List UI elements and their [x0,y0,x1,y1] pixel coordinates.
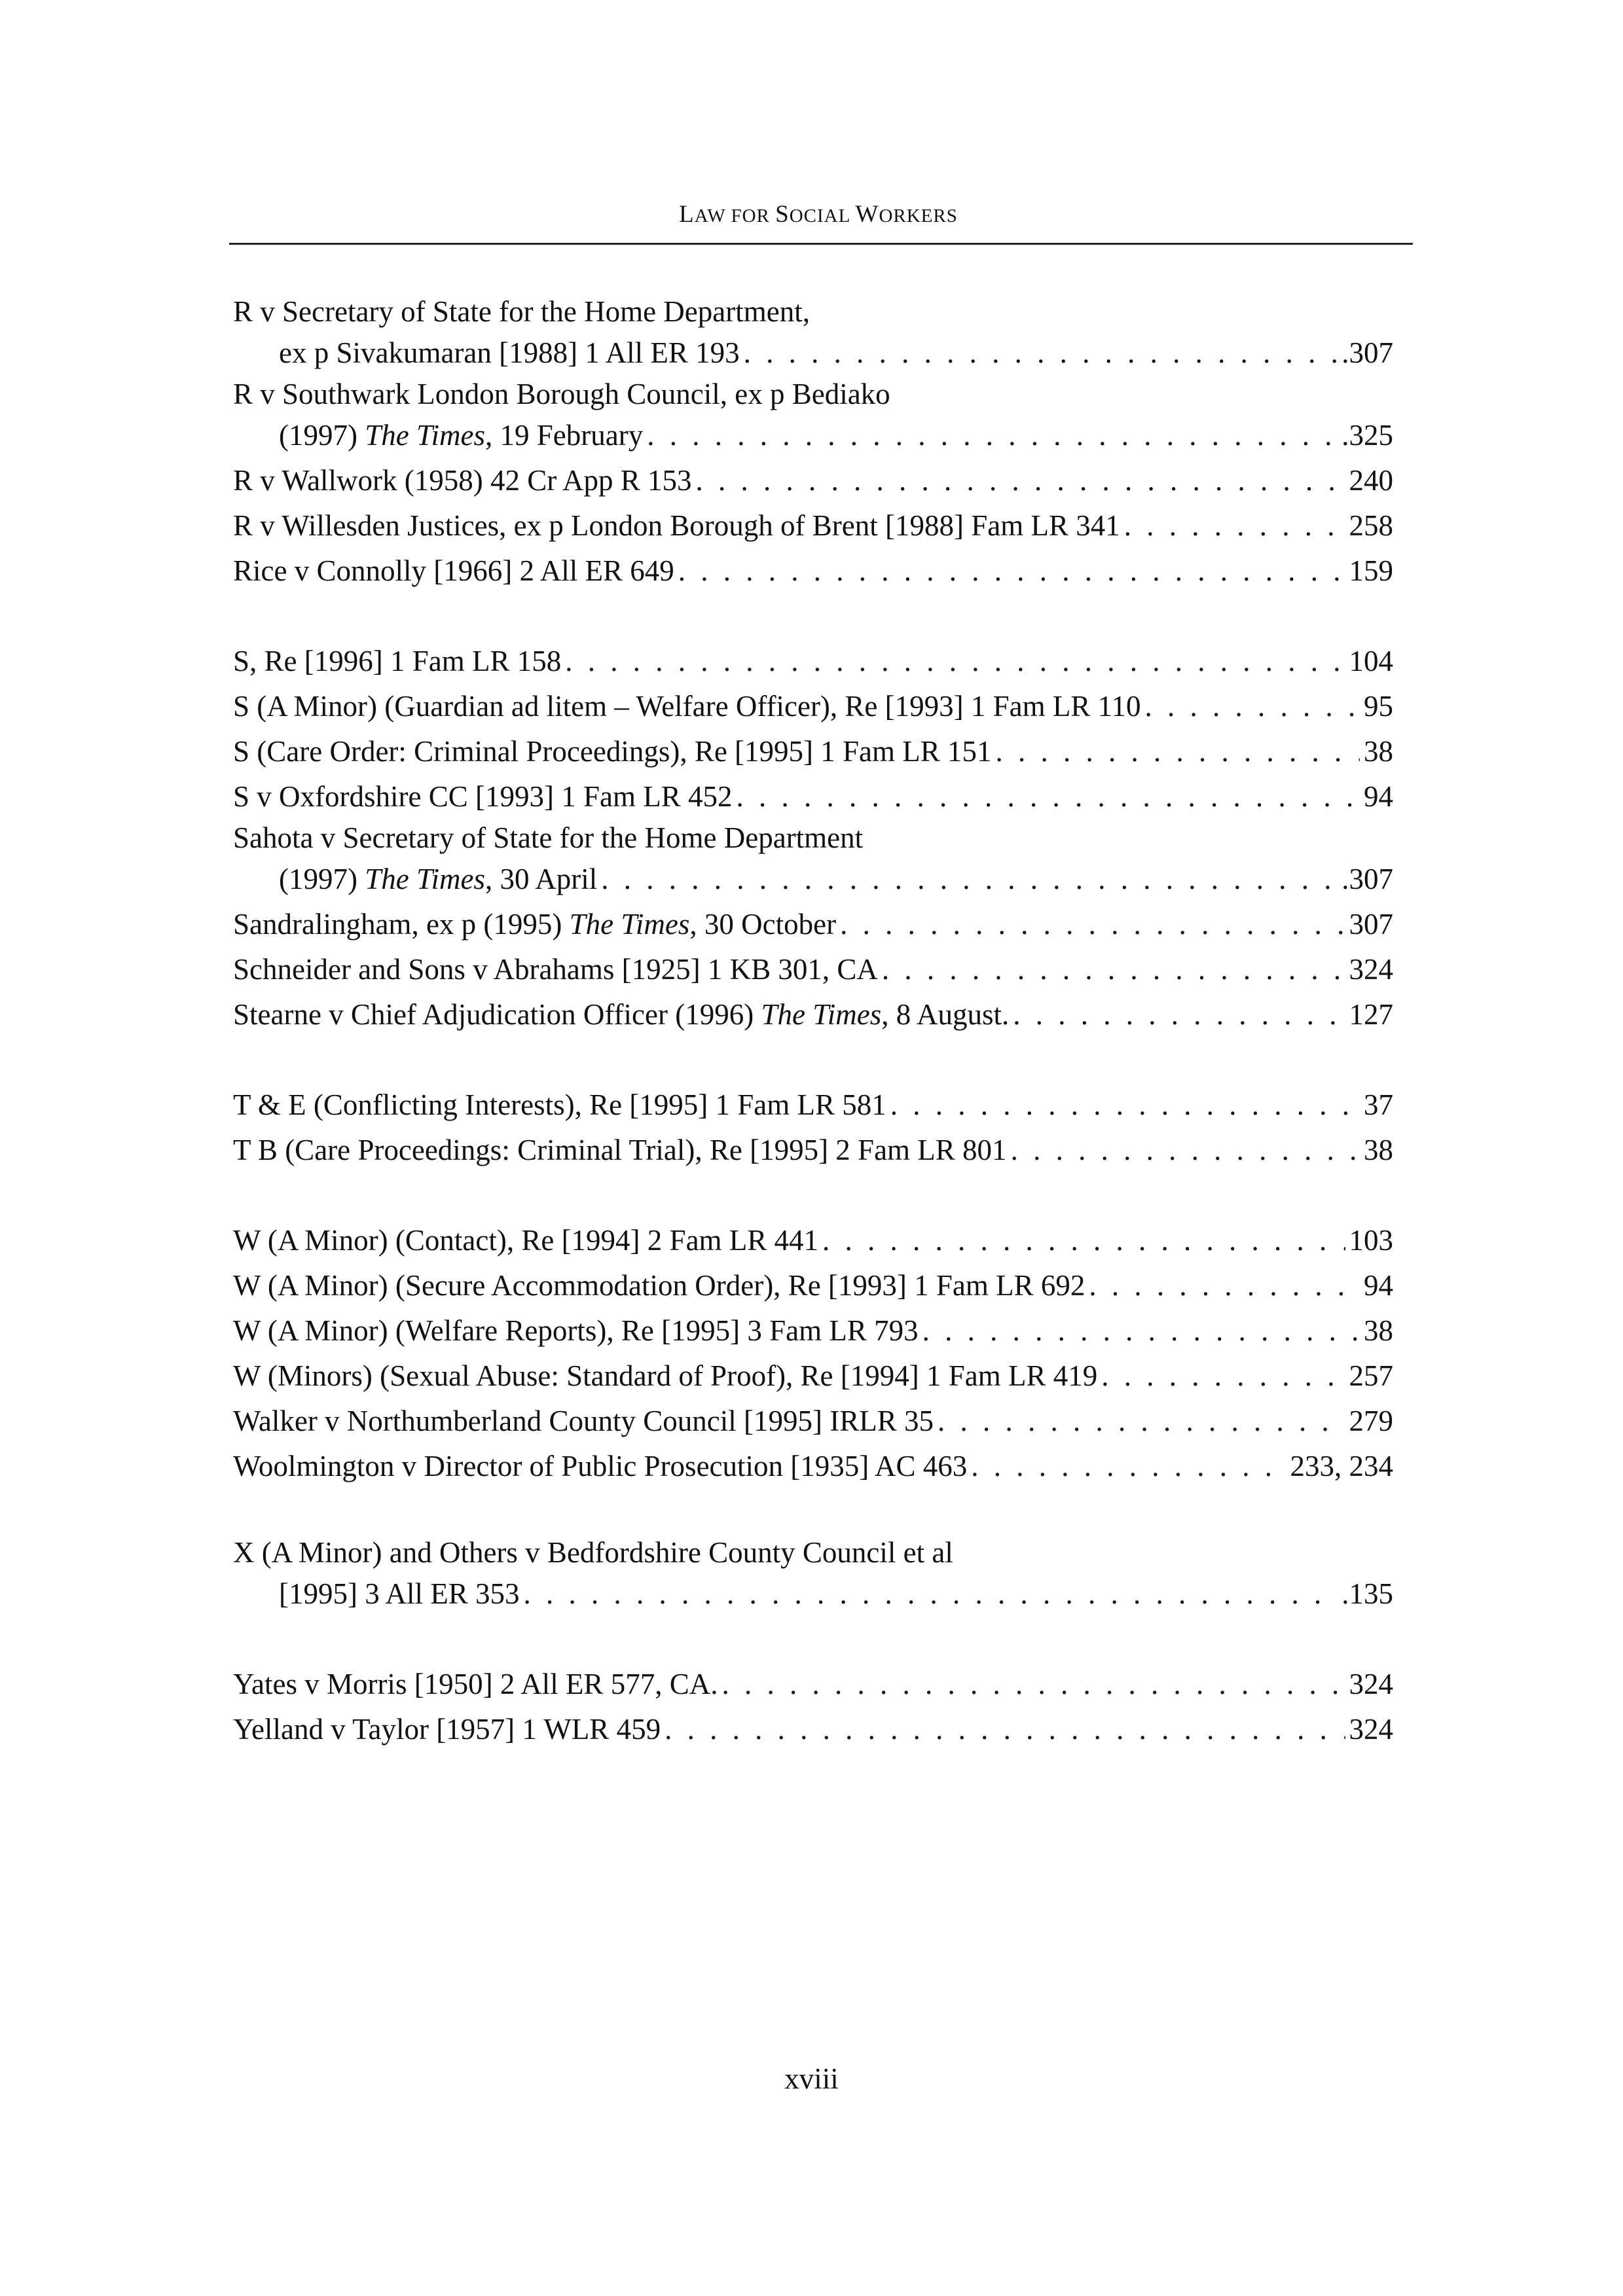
case-name [233,1128,1007,1173]
case-entry [233,992,1393,1037]
header-rule [229,243,1413,245]
case-entry [233,947,1393,992]
dot-leader [665,1707,1345,1752]
case-name [233,1263,1085,1308]
case-line [233,458,1393,503]
case-line [233,1354,1393,1399]
case-group [233,1534,1393,1617]
case-line [233,1444,1393,1489]
case-text: , 8 August. [881,998,1010,1031]
case-line [233,1399,1393,1444]
case-entry [233,774,1393,819]
running-header [229,200,1408,228]
dot-leader [1011,1128,1360,1173]
page-reference: 127 [1349,998,1393,1031]
case-line [233,1263,1393,1308]
case-text: S v Oxfordshire CC [1993] 1 Fam LR 452 [233,780,733,813]
case-group [233,639,1393,1037]
dot-leader [882,947,1345,992]
dot-leader [647,413,1338,458]
dot-leader [736,774,1360,819]
case-entry [233,548,1393,594]
page-reference: 104 [1349,645,1393,677]
page-reference: 233, 234 [1290,1450,1393,1482]
page-reference: .307 [1341,863,1393,895]
header-initial-s: S [775,201,790,228]
case-name [233,458,692,503]
case-line [233,992,1393,1037]
case-group [233,1662,1393,1752]
case-group [233,1218,1393,1489]
citation-text: , 19 February [485,419,644,452]
case-group [233,293,1393,594]
page-reference: .325 [1341,419,1393,452]
dot-leader [601,857,1338,902]
case-entry [233,1707,1393,1752]
case-citation-line [233,1571,1393,1617]
case-line [233,548,1393,594]
page-reference: 37 [1364,1088,1393,1121]
case-line [233,774,1393,819]
case-name [233,947,878,992]
page-reference: 38 [1364,735,1393,768]
case-entry [233,1308,1393,1354]
case-entry [233,1128,1393,1173]
page-reference: 103 [1349,1224,1393,1257]
case-citation-line [233,857,1393,902]
case-text: W (Minors) (Sexual Abuse: Standard of Proof), Re [1994] 1 Fam LR 419 [233,1359,1098,1392]
dot-leader [1124,503,1345,548]
header-text-ocial: OCIAL [789,206,856,226]
case-line [233,1707,1393,1752]
case-text: Schneider and Sons v Abrahams [1925] 1 KB 301, CA [233,953,878,986]
case-entry [233,684,1393,729]
page-reference: 258 [1349,509,1393,542]
case-line [233,947,1393,992]
dot-leader [696,458,1345,503]
dot-leader [744,331,1338,376]
case-text: T & E (Conflicting Interests), Re [1995] 1 Fam LR 581 [233,1088,886,1121]
case-text: Rice v Connolly [1966] 2 All ER 649 [233,554,674,587]
case-text: W (A Minor) (Welfare Reports), Re [1995] 3 Fam LR 793 [233,1314,919,1347]
citation-italic: The Times [365,419,486,452]
case-entry [233,729,1393,774]
header-text-aw-for: AW FOR [694,206,776,226]
dot-leader [938,1399,1345,1444]
case-text: W (A Minor) (Secure Accommodation Order), Re [1993] 1 Fam LR 692 [233,1269,1085,1302]
case-italic: The Times [761,998,882,1031]
dot-leader [721,1662,1345,1707]
case-name [233,1444,967,1489]
case-name [233,902,836,947]
case-text: R v Willesden Justices, ex p London Borough of Brent [1988] Fam LR 341 [233,509,1120,542]
case-entry [233,902,1393,947]
case-name [233,1399,934,1444]
dot-leader [1144,684,1360,729]
case-name [233,548,674,594]
case-entry [233,1662,1393,1707]
case-name [233,1354,1097,1399]
case-text: W (A Minor) (Contact), Re [1994] 2 Fam LR 441 [233,1224,819,1257]
citation-text: (1997) [279,419,365,452]
dot-leader [565,639,1345,684]
case-name [233,1707,661,1752]
case-line [233,639,1393,684]
dot-leader [822,1218,1345,1263]
case-name [233,684,1140,729]
case-name [233,503,1120,548]
case-citation [279,331,740,376]
citation-text: , 30 April [485,863,598,895]
case-title-line: R v Secretary of State for the Home Department, [233,295,810,328]
case-text: T B (Care Proceedings: Criminal Trial), Re [1995] 2 Fam LR 801 [233,1134,1007,1166]
case-name [233,729,992,774]
dot-leader [1089,1263,1360,1308]
dot-leader [678,548,1345,594]
page-reference: 324 [1349,1713,1393,1746]
case-entry [233,503,1393,548]
case-entry [233,1444,1393,1489]
case-line [233,1662,1393,1707]
case-title-line: Sahota v Secretary of State for the Home Department [233,821,864,854]
citation-text: [1995] 3 All ER 353 [279,1577,520,1610]
dot-leader [922,1308,1360,1354]
page-reference: 324 [1349,953,1393,986]
table-of-cases [233,293,1393,1797]
case-text: Woolmington v Director of Public Prosecution [1935] AC 463 [233,1450,968,1482]
case-text: S (Care Order: Criminal Proceedings), Re [1995] 1 Fam LR 151 [233,735,992,768]
case-line [233,503,1393,548]
case-text: Sandralingham, ex p (1995) [233,908,570,941]
page-reference: 240 [1349,464,1393,497]
case-entry [233,1399,1393,1444]
page-reference: 38 [1364,1314,1393,1347]
case-name [233,1662,718,1707]
page-reference: 324 [1349,1668,1393,1700]
dot-leader [971,1444,1286,1489]
page-reference: 95 [1364,690,1393,723]
case-text: S (A Minor) (Guardian ad litem – Welfare Officer), Re [1993] 1 Fam LR 110 [233,690,1141,723]
case-citation [279,413,643,458]
case-entry [233,1263,1393,1308]
case-line [233,1128,1393,1173]
citation-italic: The Times [365,863,486,895]
case-text: R v Wallwork (1958) 42 Cr App R 153 [233,464,692,497]
case-name [233,639,561,684]
case-name [233,992,1009,1037]
case-text: Yates v Morris [1950] 2 All ER 577, CA. [233,1668,718,1700]
page-reference: 159 [1349,554,1393,587]
case-line [233,1083,1393,1128]
page-reference: 94 [1364,780,1393,813]
case-entry [233,1218,1393,1263]
case-text: Walker v Northumberland County Council [1995] IRLR 35 [233,1405,934,1437]
case-text: S, Re [1996] 1 Fam LR 158 [233,645,562,677]
case-citation [279,1571,520,1617]
dot-leader [840,902,1345,947]
case-name [233,1083,886,1128]
case-entry [233,1083,1393,1128]
case-text: Stearne v Chief Adjudication Officer (1996) [233,998,761,1031]
case-citation [279,857,597,902]
page-number: xviii [784,2062,839,2095]
case-citation-line [233,331,1393,376]
header-initial-w: W [855,201,879,228]
page-reference: 38 [1364,1134,1393,1166]
case-entry [233,1354,1393,1399]
case-name [233,1308,919,1354]
case-text: Yelland v Taylor [1957] 1 WLR 459 [233,1713,661,1746]
page-reference: 279 [1349,1405,1393,1437]
dot-leader [1101,1354,1345,1399]
dot-leader [890,1083,1360,1128]
citation-text: ex p Sivakumaran [1988] 1 All ER 193 [279,336,740,369]
case-group [233,1083,1393,1173]
case-text: , 30 October [689,908,837,941]
header-text-orkers: ORKERS [879,206,958,226]
page-reference: 94 [1364,1269,1393,1302]
header-initial-l: L [679,201,695,228]
case-name [233,1218,818,1263]
case-line [233,1218,1393,1263]
dot-leader [996,729,1360,774]
page-reference: .307 [1341,336,1393,369]
case-entry [233,639,1393,684]
case-entry [233,458,1393,503]
dot-leader [1013,992,1345,1037]
case-line [233,684,1393,729]
case-entry [233,1534,1393,1617]
case-title-line: X (A Minor) and Others v Bedfordshire County Council et al [233,1536,953,1569]
page-reference: 257 [1349,1359,1393,1392]
case-citation-line [233,413,1393,458]
case-title-line: R v Southwark London Borough Council, ex p Bediako [233,378,890,410]
case-line [233,1308,1393,1354]
page-reference: .135 [1341,1577,1393,1610]
page-reference: 307 [1349,908,1393,941]
case-name [233,774,732,819]
case-line [233,729,1393,774]
citation-text: (1997) [279,863,365,895]
case-line [233,902,1393,947]
case-entry [233,293,1393,376]
dot-leader [524,1571,1338,1617]
case-entry [233,819,1393,902]
case-italic: The Times [569,908,690,941]
case-entry [233,376,1393,458]
